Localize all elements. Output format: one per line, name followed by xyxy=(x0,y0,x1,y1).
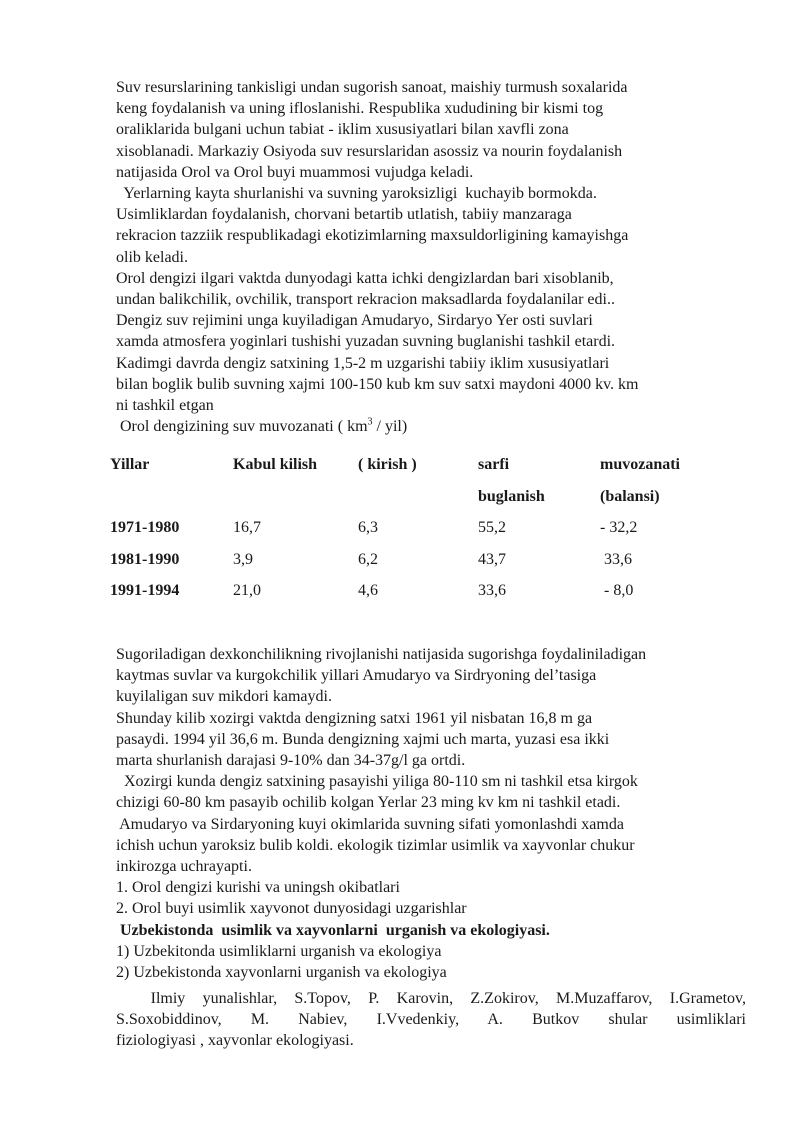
text-line: Xozirgi kunda dengiz satxining pasayishi yiliga 80-110 sm ni tashkil etsa kirgok xyxy=(116,773,638,791)
text-line: Amudaryo va Sirdaryoning kuyi okimlarida suvning sifati yomonlashdi xamda xyxy=(116,815,624,833)
table-cell: 1981-1990 xyxy=(110,550,180,568)
section-heading: Uzbekistonda usimlik va xayvonlarni urganish va ekologiyasi. xyxy=(116,921,550,939)
text-line: oraliklarida bulgani uchun tabiat - iklim xususiyatlari bilan xavfli zona xyxy=(116,121,569,139)
table-row xyxy=(110,517,730,549)
list-item: 1) Uzbekitonda usimliklarni urganish va ekologiya xyxy=(116,942,442,960)
table-cell: 21,0 xyxy=(233,582,261,599)
text-line: Kadimgi davrda dengiz satxining 1,5-2 m uzgarishi tabiiy iklim xususiyatlari xyxy=(116,354,610,372)
table-title xyxy=(116,416,746,437)
text-line: Suv resurslarining tankisligi undan sugorish sanoat, maishiy turmush soxalarida xyxy=(116,79,628,96)
list-item: 2) Uzbekistonda xayvonlarni urganish va ekologiya xyxy=(116,964,447,982)
table-title-superscript: 3 xyxy=(367,416,373,428)
text-line: fiziologiyasi , xayvonlar ekologiyasi. xyxy=(116,1032,354,1050)
table-cell: 1971-1980 xyxy=(110,519,180,536)
text-line: rekracion tazziik respublikadagi ekotizimlarning maxsuldorligining kamayishga xyxy=(116,227,629,245)
table-cell: 4,6 xyxy=(358,582,378,599)
text-line: kaytmas suvlar va kurgokchilik yillari Amudaryo va Sirdryoning del’tasiga xyxy=(116,667,597,685)
text-line: inkirozga uchrayapti. xyxy=(116,858,252,876)
list-item: 1. Orol dengizi kurishi va uningsh okibatlari xyxy=(116,879,400,897)
text-line: chizigi 60-80 km pasayib ochilib kolgan Yerlar 23 ming kv km ni tashkil etadi. xyxy=(116,794,621,812)
table-title-text: Orol dengizining suv muvozanati ( km xyxy=(116,418,368,436)
text-line: Dengiz suv rejimini unga kuyiladigan Amudaryo, Sirdaryo Yer osti suvlari xyxy=(116,312,593,330)
text-line: Usimliklardan foydalanish, chorvani betartib utlatish, tabiiy manzaraga xyxy=(116,206,572,224)
table-cell: - 32,2 xyxy=(600,519,638,536)
text-line: S.Soxobiddinov, M. Nabiev, I.Vvedenkiy, A. Butkov shular usimliklari xyxy=(116,1011,746,1029)
text-line: Yerlarning kayta shurlanishi va suvning yaroksizligi kuchayib bormokda. xyxy=(116,185,597,203)
text-line: pasaydi. 1994 yil 36,6 m. Bunda dengizning xajmi uch marta, yuzasi esa ikki xyxy=(116,730,610,748)
header-cell: ( kirish ) xyxy=(358,456,417,473)
text-line: Orol dengizi ilgari vaktda dunyodagi katta ichki dengizlardan bari xisoblanib, xyxy=(116,269,614,287)
table-title-unit: / yil) xyxy=(372,418,408,436)
text-line: Shunday kilib xozirgi vaktda dengizning satxi 1961 yil nisbatan 16,8 m ga xyxy=(116,709,593,727)
researchers-paragraph xyxy=(116,988,746,1052)
text-line: xisoblanadi. Markaziy Osiyoda suv resurslaridan asossiz va nourin foydalanish xyxy=(116,142,623,160)
table-cell: 6,3 xyxy=(358,519,378,536)
table-cell: 6,2 xyxy=(358,550,378,568)
header-cell: Yillar xyxy=(110,456,150,473)
text-line: xamda atmosfera yoginlari tushishi yuzadan suvning buglanishi tashkil etardi. xyxy=(116,333,616,351)
table-cell: 33,6 xyxy=(478,582,506,599)
header-cell: muvozanati xyxy=(600,456,680,473)
table-cell: 1991-1994 xyxy=(110,582,180,599)
text-line: Sugoriladigan dexkonchilikning rivojlanishi natijasida sugorishga foydaliniladigan xyxy=(116,646,647,663)
text-line: natijasida Orol va Orol buyi muammosi vujudga keladi. xyxy=(116,163,474,181)
text-line: undan balikchilik, ovchilik, transport rekracion maksadlarda foydalanilar edi.. xyxy=(116,291,615,309)
header-cell: buglanish xyxy=(478,487,545,505)
table-cell: 3,9 xyxy=(233,550,253,568)
text-line: bilan boglik bulib suvning xajmi 100-150 kub km suv satxi maydoni 4000 kv. km xyxy=(116,375,639,393)
table-cell: 16,7 xyxy=(233,519,261,536)
text-line: olib keladi. xyxy=(116,248,188,266)
table-header-row xyxy=(110,454,730,486)
header-cell: sarfi xyxy=(478,456,510,473)
table-cell: - 8,0 xyxy=(600,582,634,599)
table-cell: 43,7 xyxy=(478,550,506,568)
aral-consequences-paragraphs xyxy=(116,644,746,983)
header-cell: (balansi) xyxy=(600,487,660,505)
text-line: keng foydalanish va uning ifloslanishi. Respublika xududining bir kismi tog xyxy=(116,100,604,118)
text-line: kuyilaligan suv mikdori kamaydi. xyxy=(116,688,332,706)
table-cell: 33,6 xyxy=(600,550,632,568)
table-cell: 55,2 xyxy=(478,519,506,536)
text-line: Ilmiy yunalishlar, S.Topov, P. Karovin, Z.Zokirov, M.Muzaffarov, I.Grametov, xyxy=(116,990,747,1007)
text-line: ichish uchun yaroksiz bulib koldi. ekologik tizimlar usimlik va xayvonlar chukur xyxy=(116,836,635,854)
header-cell: Kabul kilish xyxy=(233,456,318,473)
list-item: 2. Orol buyi usimlik xayvonot dunyosidagi uzgarishlar xyxy=(116,900,467,918)
table-row xyxy=(110,580,730,612)
intro-paragraphs xyxy=(116,77,746,437)
text-line: marta shurlanish darajasi 9-10% dan 34-37g/l ga ortdi. xyxy=(116,752,466,770)
table-header-row xyxy=(110,486,730,518)
text-line: ni tashkil etgan xyxy=(116,397,214,415)
table-row xyxy=(110,549,730,581)
water-balance-table xyxy=(110,454,730,612)
